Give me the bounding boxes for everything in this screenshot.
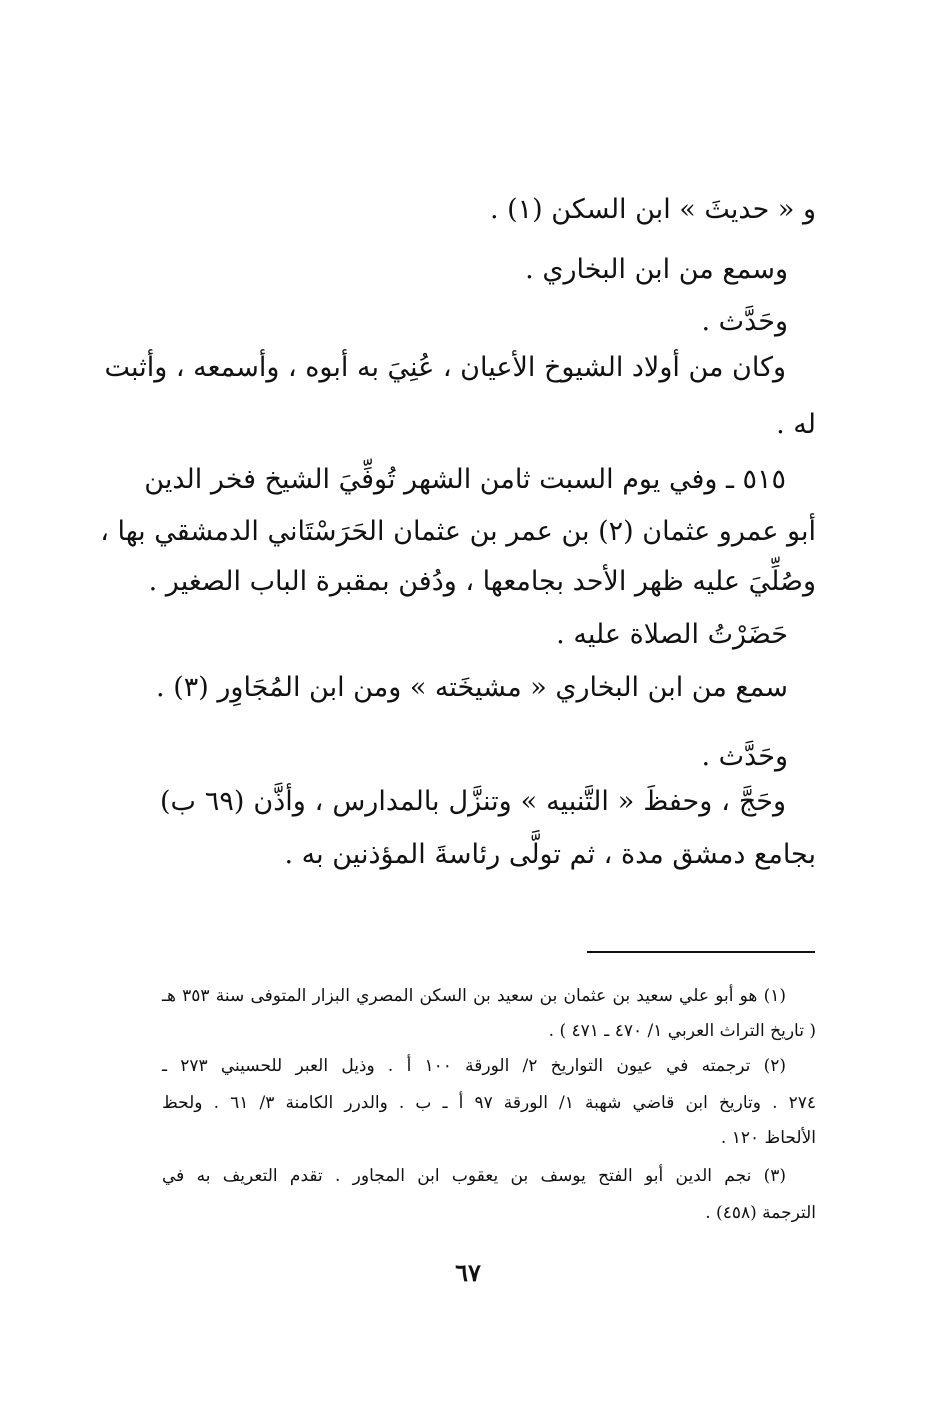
footnote-2-line-2: ٢٧٤ . وتاريخ ابن قاضي شهبة ١/ الورقة ٩٧ أ ـ ب . والدرر الكامنة ٣/ ٦١ . ولحظ (162, 1093, 816, 1113)
footnote-2-line-3: الألحاظ ١٢٠ . (720, 1128, 816, 1148)
body-line-3: وحَدَّث . (701, 306, 788, 337)
footnote-3-line-1: (٣) نجم الدين أبو الفتح يوسف بن يعقوب ابن المجاور . تقدم التعريف به في (162, 1166, 786, 1186)
body-line-10: سمع من ابن البخاري « مشيخَته » ومن ابن المُجَاوِر (٣) . (156, 672, 788, 703)
footnote-3-line-2: الترجمة (٤٥٨) . (705, 1203, 816, 1223)
body-line-2: وسمع من ابن البخاري . (525, 254, 788, 285)
body-line-7: أبو عمرو عثمان (٢) بن عمر بن عثمان الحَرَسْتَاني الدمشقي بها ، (100, 516, 816, 547)
body-line-13: بجامع دمشق مدة ، ثم تولَّى رئاسةَ المؤذنين به . (284, 839, 816, 870)
body-line-12: وحَجَّ ، وحفظَ « التَّنبيه » وتنزَّل بالمدارس ، وأذَّن (٦٩ ب) (160, 786, 786, 817)
footnote-separator (587, 951, 815, 953)
body-line-4: وكان من أولاد الشيوخ الأعيان ، عُنِيَ به أبوه ، وأسمعه ، وأثبت (104, 352, 786, 383)
body-line-9: حَضَرْتُ الصلاة عليه . (556, 619, 788, 650)
footnote-2-line-1: (٢) ترجمته في عيون التواريخ ٢/ الورقة ١٠٠ أ . وذيل العبر للحسيني ٢٧٣ ـ (162, 1056, 787, 1076)
body-line-8: وصُلِّيَ عليه ظهر الأحد بجامعها ، ودُفن بمقبرة الباب الصغير . (148, 566, 816, 597)
entry-515-heading-line: ٥١٥ ـ وفي يوم السبت ثامن الشهر تُوفِّيَ الشيخ فخر الدين (144, 464, 786, 495)
footnote-1-line-2: ( تاريخ التراث العربي ١/ ٤٧٠ ـ ٤٧١ ) . (548, 1021, 816, 1041)
body-line-11: وحَدَّث . (701, 741, 788, 772)
footnote-1-line-1: (١) هو أبو علي سعيد بن عثمان بن سعيد بن السكن المصري البزار المتوفى سنة ٣٥٣ هـ (162, 986, 786, 1006)
body-line-5: له . (776, 409, 816, 440)
body-line-1: و « حديثَ » ابن السكن (١) . (489, 194, 816, 225)
page-number: ٦٧ (455, 1258, 481, 1287)
